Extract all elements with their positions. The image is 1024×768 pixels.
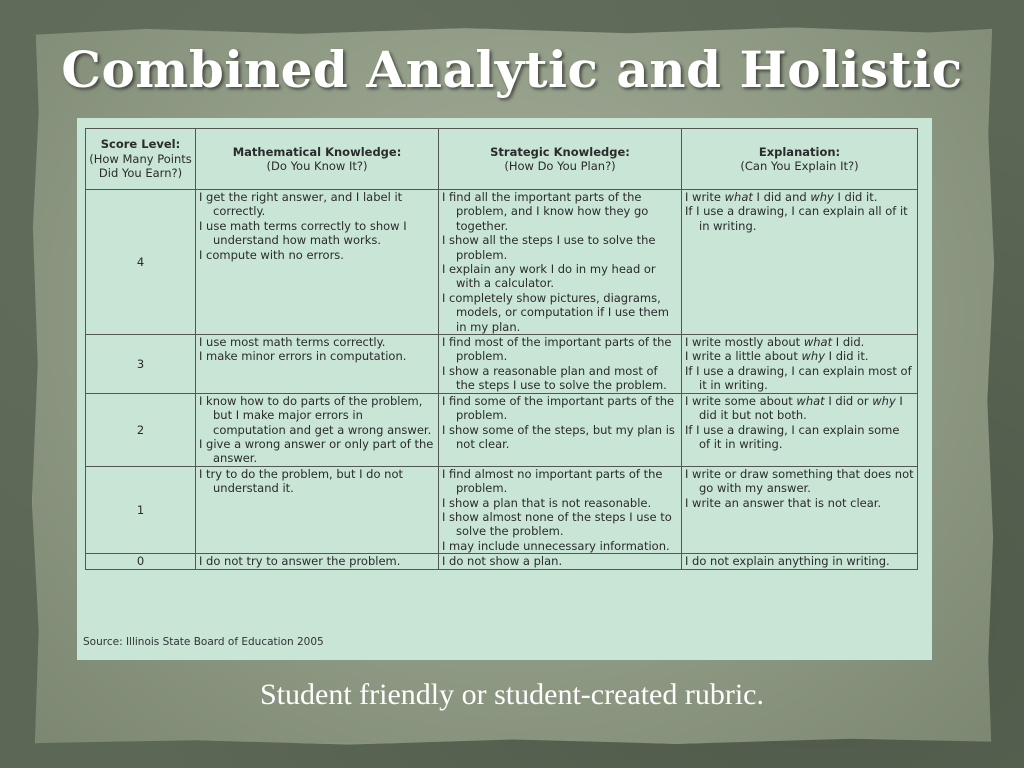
explanation-cell (682, 393, 918, 466)
strategy-statement: I find almost no important parts of the problem. (442, 466, 663, 496)
math-statement: I use most math terms correctly. (199, 335, 386, 350)
score-level-cell: 2 (86, 393, 196, 466)
explanation-cell (682, 190, 918, 335)
strategy-statement: I show all the steps I use to solve the problem. (442, 233, 656, 262)
strategy-statement: I do not show a plan. (442, 554, 563, 569)
math-statement: I try to do the problem, but I do not understand it. (199, 466, 403, 496)
rubric-row-score-1 (86, 466, 918, 553)
explanation-statement: I write mostly about what I did. (685, 335, 865, 350)
rubric-row-score-4 (86, 190, 918, 335)
math-statement: I do not try to answer the problem. (199, 554, 401, 569)
explanation-statement: If I use a drawing, I can explain most of it in writing. (685, 363, 912, 393)
header-strategic-knowledge: Strategic Knowledge: (How Do You Plan?) (439, 129, 682, 190)
math-cell (196, 335, 439, 394)
explanation-statement: I write some about what I did or why I did it but not both. (685, 393, 903, 423)
explanation-cell (682, 335, 918, 394)
strategy-statement: I show a reasonable plan and most of the steps I use to solve the problem. (442, 363, 667, 393)
explanation-statement: I write a little about why I did it. (685, 349, 869, 364)
math-cell (196, 466, 439, 553)
math-statement: I give a wrong answer or only part of the answer. (199, 436, 434, 466)
math-cell (196, 554, 439, 569)
header-mathematical-knowledge: Mathematical Knowledge: (Do You Know It?) (196, 129, 439, 190)
strategy-statement: I completely show pictures, diagrams, models, or computation if I use them in my plan. (442, 290, 669, 334)
strategy-cell (439, 335, 682, 394)
strategy-cell (439, 466, 682, 553)
explanation-statement: I write an answer that is not clear. (685, 495, 882, 510)
strategy-statement: I find some of the important parts of the problem. (442, 393, 675, 423)
strategy-statement: I show a plan that is not reasonable. (442, 495, 652, 510)
score-level-cell: 1 (86, 466, 196, 553)
math-statement: I use math terms correctly to show I understand how math works. (199, 218, 407, 248)
math-statement: I make minor errors in computation. (199, 349, 407, 364)
strategy-statement: I may include unnecessary information. (442, 538, 670, 553)
rubric-body (86, 190, 918, 570)
rubric-row-score-2 (86, 393, 918, 466)
explanation-cell (682, 554, 918, 569)
math-cell (196, 190, 439, 335)
rubric-table (85, 128, 918, 570)
strategy-statement: I show some of the steps, but my plan is not clear. (442, 422, 675, 451)
strategy-cell (439, 554, 682, 569)
rubric-row-score-0 (86, 554, 918, 569)
math-statement: I know how to do parts of the problem, but I make major errors in computation and get a wrong answer. (199, 393, 432, 437)
strategy-statement: I show almost none of the steps I use to solve the problem. (442, 509, 672, 539)
explanation-statement: I do not explain anything in writing. (685, 554, 890, 569)
header-score-level: Score Level: (How Many Points Did You Earn?) (86, 129, 196, 190)
strategy-cell (439, 190, 682, 335)
slide-caption: Student friendly or student-created rubric. (260, 678, 764, 711)
strategy-statement: I find most of the important parts of the problem. (442, 335, 672, 364)
score-level-cell: 4 (86, 190, 196, 335)
math-cell (196, 393, 439, 466)
math-statement: I compute with no errors. (199, 247, 344, 262)
source-citation: Source: Illinois State Board of Education 2005 (83, 636, 324, 648)
header-explanation: Explanation: (Can You Explain It?) (682, 129, 918, 190)
strategy-statement: I find all the important parts of the problem, and I know how they go together. (442, 190, 649, 233)
math-statement: I get the right answer, and I label it correctly. (199, 190, 403, 219)
explanation-cell (682, 466, 918, 553)
rubric-panel (77, 118, 932, 660)
rubric-row-score-3 (86, 335, 918, 394)
strategy-statement: I explain any work I do in my head or with a calculator. (442, 262, 656, 291)
slide-title: Combined Analytic and Holistic (61, 40, 963, 99)
score-level-cell: 0 (86, 554, 196, 569)
explanation-statement: If I use a drawing, I can explain all of it in writing. (685, 204, 908, 233)
rubric-header-row (86, 129, 918, 190)
explanation-statement: If I use a drawing, I can explain some of it in writing. (685, 422, 900, 451)
strategy-cell (439, 393, 682, 466)
explanation-statement: I write what I did and why I did it. (685, 190, 878, 204)
score-level-cell: 3 (86, 335, 196, 394)
explanation-statement: I write or draw something that does not go with my answer. (685, 466, 914, 496)
